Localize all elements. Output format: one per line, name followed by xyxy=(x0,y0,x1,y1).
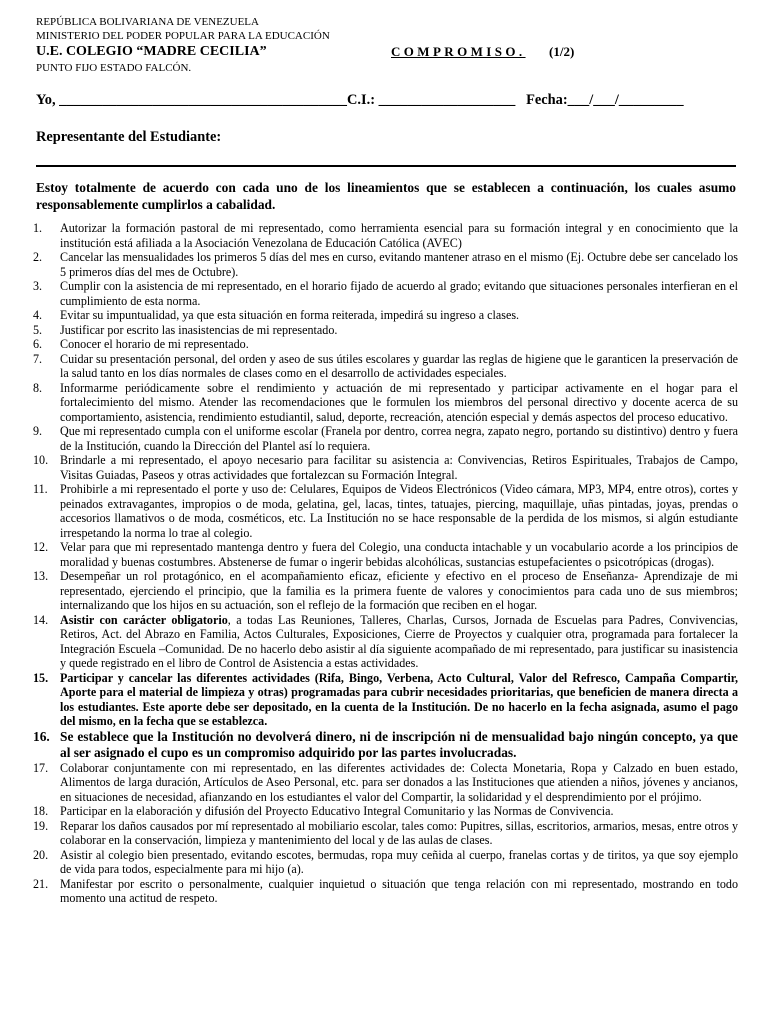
divider xyxy=(36,165,736,167)
list-item xyxy=(33,613,738,671)
list-item xyxy=(33,569,738,613)
list-item-number: 20. xyxy=(33,847,49,862)
list-item xyxy=(33,337,738,352)
list-item xyxy=(33,761,738,805)
list-item xyxy=(33,671,738,729)
list-item-number: 16. xyxy=(33,728,50,744)
list-item xyxy=(33,381,738,425)
list-item xyxy=(33,352,738,381)
list-item xyxy=(33,482,738,540)
list-item-text: Colaborar conjuntamente con mi representado, en las diferentes actividades de: Colecta Monetaria, Ropa y Calzado en buen estado, Alimentos de larga duración, Artículos de Aseo Personal, etc. para ser donados a las Instituciones que atienden a niños, jóvenes y ancianos, en situaciones de necesidad, afianzando en los estudiantes el valor del Compartir, la solidaridad y el desprendimiento por el prójimo. xyxy=(60,760,738,804)
commitments-list xyxy=(33,221,738,906)
list-item-number: 14. xyxy=(33,612,49,627)
intro-paragraph: Estoy totalmente de acuerdo con cada uno de los lineamientos que se establecen a continuación, los cuales asumo responsablemente cumplirlos a cabalidad. xyxy=(36,180,736,212)
list-item-text: Conocer el horario de mi representado. xyxy=(60,337,249,351)
list-item-number: 3. xyxy=(33,279,43,293)
name-field[interactable]: Yo, ________________________________________ xyxy=(36,92,347,108)
list-item-number: 21. xyxy=(33,876,49,891)
ci-field[interactable]: C.I.: ___________________ xyxy=(347,92,516,108)
list-item-text: Brindarle a mi representado, el apoyo necesario para facilitar su asistencia a: Convivencias, Retiros Espirituales, Trabajos de Campo, Visitas Guiadas, Paseos y otras actividades que fortalezcan su Formación Integral. xyxy=(60,453,738,482)
list-item xyxy=(33,250,738,279)
list-item-number: 2. xyxy=(33,250,43,264)
list-item-text: Cuidar su presentación personal, del orden y aseo de sus útiles escolares y guardar las reglas de higiene que le garanticen la preservación de la salud tanto en los días normales de clases como en el desarrollo de actividades especiales. xyxy=(60,351,738,380)
list-item xyxy=(33,453,738,482)
list-item-text: Justificar por escrito las inasistencias de mi representado. xyxy=(60,322,338,337)
list-item-text: Asistir al colegio bien presentado, evitando escotes, bermudas, ropa muy ceñida al cuerpo, franelas cortas y de tiritos, ya que soy ejemplo de vida para todos, especialmente para mi hijo (a). xyxy=(60,847,738,876)
list-item-number: 12. xyxy=(33,540,49,554)
list-item-text: Informarme periódicamente sobre el rendimiento y actuación de mi representado y participar activamente en el hogar para el fortalecimiento del mismo. Atender las recomendaciones que le formulen los miembros del personal directivo y docente acerca de su comportamiento, asistencia, rendimiento estudiantil, salud, deporte, recreación, atención especial y demás aspectos del proceso educativo. xyxy=(60,380,738,424)
representative-label: Representante del Estudiante: xyxy=(36,129,222,145)
list-item xyxy=(33,819,738,848)
list-item xyxy=(33,804,738,819)
list-item-number: 13. xyxy=(33,569,49,583)
list-item xyxy=(33,279,738,308)
list-item-number: 10. xyxy=(33,453,49,467)
list-item-number: 17. xyxy=(33,760,49,775)
form-fields xyxy=(36,91,684,109)
list-item-text: Participar y cancelar las diferentes actividades (Rifa, Bingo, Verbena, Acto Cultural, Valor del Refresco, Campaña Compartir, Aporte para el material de limpieza y otras) programadas para cubrir necesidades prioritarias, que beneficien de manera directa a los estudiantes. Este aporte debe ser depositado, en la cuenta de la Institución. De no hacerlo en la fecha asignada, asumo el pago del mismo, en la fecha que se establezca. xyxy=(60,670,738,728)
list-item xyxy=(33,308,738,323)
list-item-number: 5. xyxy=(33,322,43,337)
list-item-text: Desempeñar un rol protagónico, en el acompañamiento eficaz, eficiente y efectivo en el proceso de Enseñanza- Aprendizaje de mi representado, ejerciendo el principio, que la familia es la primera fuente de valores y conocimientos para cada uno de sus miembros; internalizando que los hijos en su actuación, son el reflejo de la formación que reciben en el hogar. xyxy=(60,569,738,612)
list-item-number: 7. xyxy=(33,351,43,366)
date-field[interactable]: Fecha:___/___/_________ xyxy=(526,92,684,108)
list-item-text: Se establece que la Institución no devolverá dinero, ni de inscripción ni de mensualidad bajo ningún concepto, ya que al ser asignado el cupo es un compromiso adquirido por las partes involucradas. xyxy=(60,728,738,760)
list-item xyxy=(33,540,738,569)
list-item-text: Autorizar la formación pastoral de mi representado, como herramienta esencial para su formación integral y en conocimiento que la institución está afiliada a la Asociación Venezolana de Educación Católica (AVEC) xyxy=(60,221,738,250)
list-item-number: 1. xyxy=(33,221,43,235)
list-item-number: 4. xyxy=(33,308,43,322)
page-number: (1/2) xyxy=(549,44,575,59)
list-item-number: 11. xyxy=(33,482,48,496)
list-item-text: Manifestar por escrito o personalmente, cualquier inquietud o situación que tenga relación con mi representado, mostrando en todo momento una actitud de respeto. xyxy=(60,876,738,905)
list-item xyxy=(33,424,738,453)
list-item xyxy=(33,323,738,338)
header-republic: REPÚBLICA BOLIVARIANA DE VENEZUELA xyxy=(36,16,259,28)
list-item-number: 18. xyxy=(33,804,49,818)
list-item-text: Que mi representado cumpla con el uniforme escolar (Franela por dentro, correa negra, zapato negro, portando su distintivo) dentro y fuera de la Institución, cuando la Dirección del Plantel así lo requiera. xyxy=(60,424,738,453)
list-item-text: Cancelar las mensualidades los primeros 5 días del mes en curso, evitando mantener atraso en el mismo (Ej. Octubre debe ser cancelado los 5 primeros días del mes de Octubre). xyxy=(60,250,738,279)
list-item-text: Evitar su impuntualidad, ya que esta situación en forma reiterada, impedirá su ingreso a clases. xyxy=(60,308,520,322)
list-item-text: Prohibirle a mi representado el porte y uso de: Celulares, Equipos de Videos Electrónicos (Video cámara, MP3, MP4, entre otros), cortes y peinados extravagantes, impropios o de moda, gelatina, gel, lacas, tintes, tatuajes, piercing, maquillaje, uñas pintadas, joyas, prendas o accesorios llamativos o de moda, cosméticos, etc. La Institución no se hace responsable de la perdida de los mismos, si algún estudiante irrespetando la norma lo trae al colegio. xyxy=(60,482,738,540)
header-location: PUNTO FIJO ESTADO FALCÓN. xyxy=(36,62,192,74)
list-item-number: 19. xyxy=(33,818,49,833)
list-item-number: 8. xyxy=(33,380,43,395)
list-item xyxy=(33,729,738,761)
list-item-text: Cumplir con la asistencia de mi representado, en el horario fijado de acuerdo al grado; evitando que situaciones personales interfieran en el cumplimiento de esta norma. xyxy=(60,279,738,308)
list-item-number: 9. xyxy=(33,424,43,438)
header-ministry: MINISTERIO DEL PODER POPULAR PARA LA EDUCACIÓN xyxy=(36,30,330,42)
list-item-number: 6. xyxy=(33,337,43,351)
list-item-text: Participar en la elaboración y difusión del Proyecto Educativo Integral Comunitario y las Normas de Convivencia. xyxy=(60,804,614,818)
list-item xyxy=(33,221,738,250)
school-name: U.E. COLEGIO “MADRE CECILIA” xyxy=(36,44,267,59)
list-item-text: Reparar los daños causados por mí representado al mobiliario escolar, tales como: Pupitres, sillas, escritorios, armarios, mesas, entre otros y colaborar en la conservación, limpieza y mantenimiento del local y de las aulas de clases. xyxy=(60,818,738,847)
list-item xyxy=(33,877,738,906)
document-title: COMPROMISO. xyxy=(391,44,526,59)
list-item-lead: Asistir con carácter obligatorio xyxy=(60,612,228,627)
list-item-number: 15. xyxy=(33,670,49,685)
list-item-text: , a todas Las Reuniones, Talleres, Charlas, Cursos, Jornada de Escuelas para Padres, Convivencias, Retiros, Act. del Abrazo en Familia, Actos Culturales, Exposiciones, Cierre de Proyectos y cualquier otra, programada para fortalecer la Integración Escuela –Comunidad. De no hacerlo debo asistir al día siguiente acompañado de mi representado, para justificar su inasistencia y quede registrado en el libro de Control de Asistencia a estas actividades. xyxy=(60,612,738,670)
list-item-text: Velar para que mi representado mantenga dentro y fuera del Colegio, una conducta intachable y un vocabulario acorde a los principios de moralidad y buenas costumbres. Abstenerse de fumar o ingerir bebidas alcohólicas, sustancias estupefacientes o psicotrópicas (drogas). xyxy=(60,540,738,569)
list-item xyxy=(33,848,738,877)
